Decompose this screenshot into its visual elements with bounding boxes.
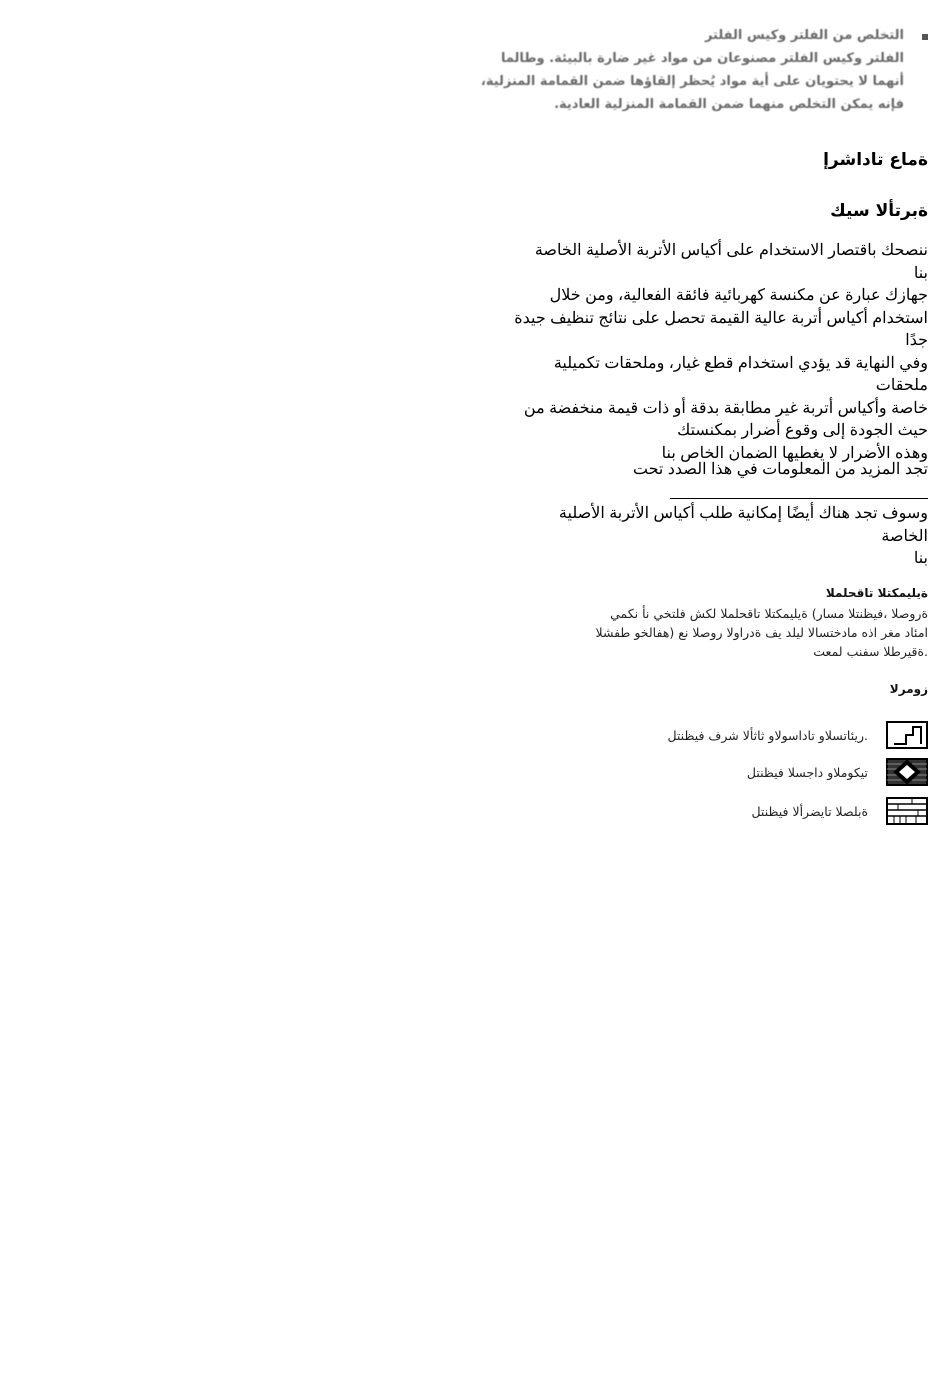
more-info-text: تجد المزيد من المعلومات في هذا الصدد تحت: [632, 461, 928, 478]
symbol-label: ةبلصلا تايضرألا فيظنتل: [751, 803, 868, 819]
paragraph-line: حيث الجودة إلى وقوع أضرار بمكنستك: [677, 422, 928, 439]
bullet-icon: [922, 34, 928, 40]
filter-disposal-line: فإنه يمكن التخلص منهما ضمن القمامة المنزلية العادية.: [554, 97, 904, 112]
order-bags-text: [508, 503, 928, 571]
paragraph-line: خاصة وأكياس أتربة غير مطابقة بدقة أو ذات قيمة منخفضة من: [523, 399, 928, 417]
symbol-label: .ريئاتسلاو تاداسولاو ثاثألا شرف فيظنتل: [667, 727, 868, 743]
symbol-label: تيكوملاو داجسلا فيظنتل: [746, 764, 868, 780]
accessories-heading: ةيليمكتلا تاقحلملا: [825, 586, 928, 600]
diamond-carpet-icon: [886, 758, 928, 786]
paragraph-line: وهذه الأضرار لا يغطيها الضمان الخاص بنا: [661, 444, 928, 462]
instructions-heading: ةماع تاداشرإ: [823, 150, 928, 170]
paragraph-line: استخدام أكياس أتربة عالية القيمة تحصل على نتائج تنظيف جيدة: [514, 309, 928, 327]
paragraph-line: بنا: [913, 550, 928, 567]
paragraph-line: وفي النهاية قد يؤدي استخدام قطع غيار، وملحقات تكميلية ملحقات: [553, 354, 928, 394]
filter-disposal-line: أنهما لا يحتويان على أية مواد يُحظر إلقاؤها ضمن القمامة المنزلية،: [480, 74, 904, 89]
dust-bag-heading: ةبرتألا سيك: [830, 201, 928, 221]
paragraph-line: وسوف تجد هناك أيضًا إمكانية طلب أكياس الأتربة الأصلية الخاصة: [558, 505, 928, 545]
accessories-line: ةروصلا ،فيظنتلا مسار) ةيليمكتلا تاقحلملا لكش فلتخي نأ نكمي: [610, 606, 928, 621]
dust-bag-text: [508, 240, 928, 465]
accessories-line: .ةقيرطلا سفنب لمعت: [813, 644, 928, 659]
symbol-row-stairs: [667, 720, 928, 750]
accessories-text: [488, 604, 928, 661]
paragraph-line: جدًا: [905, 332, 928, 349]
accessories-line: امئاد مغر اذه مادختسالا ليلد يف ةدراولا روصلا نع (هفالخو طفشلا: [595, 625, 928, 640]
paragraph-line: جهازك عبارة عن مكنسة كهربائية فائقة الفعالية، ومن خلال: [549, 287, 928, 304]
filter-disposal-line: التخلص من الفلتر وكيس الفلتر: [704, 28, 904, 43]
hard-floor-icon: [886, 797, 928, 825]
filter-disposal-line: الفلتر وكيس الفلتر مصنوعان من مواد غير ضارة بالبيئة. وطالما: [500, 51, 904, 66]
symbol-row-carpet: [747, 757, 928, 787]
symbol-row-hard-floor: [751, 796, 928, 826]
filter-disposal-text: [480, 24, 904, 116]
symbols-heading: زومرلا: [889, 682, 928, 696]
paragraph-line: بنا: [913, 264, 928, 282]
stairs-icon: [886, 721, 928, 749]
paragraph-line: ننصحك باقتصار الاستخدام على أكياس الأتربة الأصلية الخاصة: [534, 242, 928, 259]
divider-line: [670, 498, 928, 499]
filter-disposal-section: [480, 24, 928, 116]
